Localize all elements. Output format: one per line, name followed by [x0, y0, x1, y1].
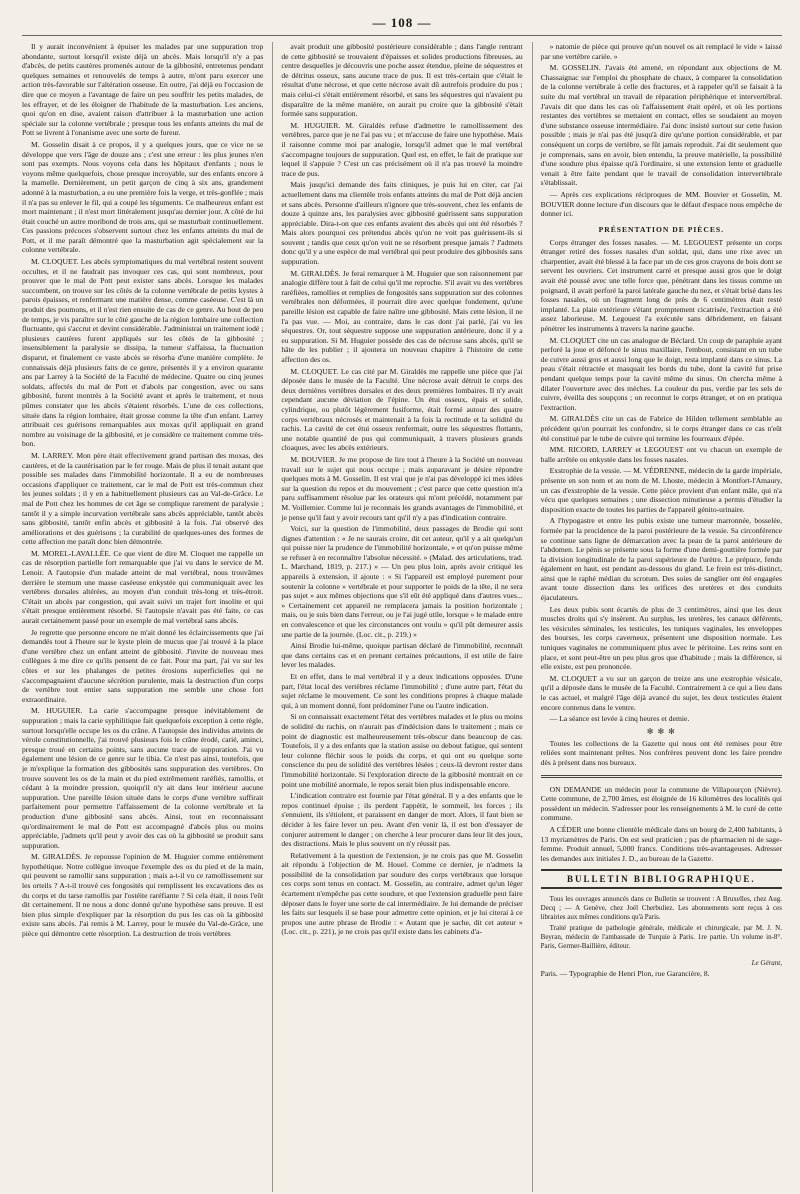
- paragraph: Si on connaissait exactement l'état des vertèbres malades et le plus ou moins de solidité du rachis, on n'aurait pas d'indécision dans le traitement ; mais ce point de diagnostic est malheureusement très-obscur dans beaucoup de cas. Toutefois, il y a des enfants que la station assise ou debout fatigue, qui sentent leur colonne fléchir sous le poids du corps, et qui ont eu quelque sorte conscience du peu de solidité des vertèbres lésées ; ceux-là devront rester dans l'immobilité horizontale. Si l'exploration directe de la gibbosité montrait en ce point une mobilité anormale, le repos serait bien plus indispensable encore.: [281, 712, 523, 789]
- paragraph: L'indication contraire est fournie par l'état général. Il y a des enfants que le repos continuel épuise ; ils perdent l'appétit, le sommeil, les forces ; ils s'ennuient, ils s'étiolent, et paraissent en danger de mort. Alors, il faut bien se décider à les faire lever un peu. Avant d'en venir là, il est bon d'essayer de conjurer autrement le danger ; on cherche à leur procurer dans leur lit des joux, des distractions. Mais le plus souvent on n'y réussit pas.: [281, 791, 523, 849]
- advertisements: [541, 785, 782, 864]
- paragraph: Mais jusqu'ici demande des faits cliniques, je puis lui en citer, car j'ai actuellement dans ma clientèle trois enfants atteints du mal de Pott déjà ancien et sans abcès. Personne d'ailleurs n'ignore que très-souvent, chez les enfants de douze à quinze ans, les paralysies avec gibbosité guérissent sans suppuration appréciable. Dira-t-on que ces enfants avaient des abcès qui ont été résorbés ? Mais alors pourquoi ces prétendus abcès qu'on ne voit pas guérissent-ils si souvent ; tandis que ceux qu'on voit ne se résorbent presque jamais ? J'admets donc qu'il y a une espèce de mal vertébral qui peut produire des gibbosités sans suppuration.: [281, 180, 523, 267]
- bulletin-entries: [541, 895, 782, 951]
- column-2: [272, 42, 522, 1192]
- paragraph: ON DEMANDE un médecin pour la commune de Villapourçon (Nièvre). Cette commune, de 2,700 âmes, est éloignée de 16 kilomètres des localités qui possèdent un médecin. S'adresser pour les renseignements à M. le curé de cette commune.: [540, 784, 782, 823]
- paragraph: Corps étranger des fosses nasales. — M. LEGOUEST présente un corps étranger retiré des fosses nasales d'un soldat, qui, dans une rixe avec un charpentier, avait été blessé à la face par un de ces gros crayons de bois dont se servent les ouvriers. Cet instrument carré et presque aussi gros que le doigt avait été poussé avec une telle force que, pénétrant dans les tissus comme un poignard, il avait perforé la paroi latérale gauche du nez, et s'était brisé dans les fosses nasales, où un fragment long de près de 6 centimètres était resté implanté. La plaie extérieure s'étant promptement cicatrisée, l'extraction a été assez laborieuse. M. Legouest l'a exécutée sans débridement, en faisant pénétrer les instruments à travers la narine gauche.: [540, 237, 782, 334]
- paragraph: Exstrophie de la vessie. — M. VÉDRENNE, médecin de la garde impériale, présente en son nom et au nom de M. Lhoste, médecin à Montfort-l'Amaury, un cas d'exstrophie de la vessie. Cette pièce provient d'un enfant mâle, qui n'a vécu que quelques semaines ; une dissection minutieuse a permis d'étudier la disposition exacte de toutes les parties de l'appareil génito-urinaire.: [540, 466, 782, 514]
- ornament-divider: ✻ ✻ ✻: [646, 726, 676, 736]
- page-number: — 108 —: [372, 15, 432, 30]
- gerant-line: Le Gérant,: [751, 959, 782, 968]
- printer-imprint: Paris. — Typographie de Henri Plon, rue Garancière, 8.: [540, 969, 710, 979]
- paragraph: avait produit une gibbosité postérieure considérable ; dans l'angle rentrant de cette gibbosité se trouvaient d'épaisses et solides productions fibreuses, au centre desquelles je découvris une poche assez étendue, pleine de séquestres et de détritus osseux, sans aucune trace de pus. Il est très-certain que c'était le résultat d'une nécrose, et que cette nécrose avait dû autrefois produire du pus ; mais celui-ci s'était entièrement résorbé, et sans les séquestres qui n'avaient pu disparaître de la même manière, on aurait pu croire que la gibbosité s'était formée sans suppuration.: [281, 42, 523, 119]
- subscribers-notice: Toutes les collections de la Gazette qui nous ont été remises pour être reliées sont maintenant prêtes. Nos confrères peuvent donc les faire prendre dès à présent dans nos bureaux.: [540, 738, 782, 767]
- paragraph: Ainsi Brodie lui-même, quoique partisan déclaré de l'immobilité, reconnaît que dans certains cas et en prenant certaines précautions, il est utile de faire lever les malades.: [281, 641, 523, 670]
- paragraph: Voici, sur la question de l'immobilité, deux passages de Brodie qui sont dignes d'attention : « Je ne saurais croire, dit cet auteur, qu'il y a ait quelqu'un qui puisse nier la prudence de l'immobilité horizontale, » et qu'on puisse même se refuser à en reconnaître l'absolue nécessité. » (Malad. des articulations, trad. L. Marchand, 1819, p. 217.) » — Un peu plus loin, après avoir critiqué les appareils à extension, il ajoute : « Si l'appareil est employé purement pour soutenir la colonne » vertébrale et pour supporter le poids de la tête, il ne sera pas sujet » aux mêmes objections que s'il eût été appliqué dans d'autres vues... » Certainement cet appareil ne remplacera jamais la position horizontale ; mais, ou je suis bien dans l'erreur, ou je l'ai jugé utile, lorsque » le malade entre en convalescence et que les circonstances ont voulu » qu'il pût demeurer assis une partie de la journée. (Loc. cit., p. 219.) »: [281, 524, 523, 639]
- paragraph: Traité pratique de pathologie générale, médicale et chirurgicale, par M. J. N. Beyran, médecin de l'ambassade de Turquie à Paris. 1re partie. Un volume in-8°. Paris, Germer-Baillière, éditeur.: [540, 924, 782, 951]
- bulletin-heading: BULLETIN BIBLIOGRAPHIQUE.: [541, 869, 782, 889]
- paragraph: Les deux pubis sont écartés de plus de 3 centimètres, ainsi que les deux muscles droits qui s'y insèrent. Au surplus, les uretères, les canaux déférents, les vésicules séminales, les testicules, les tuniques vaginales, les enveloppes des bourses, les corps caverneux, présentent une disposition normale. Les tuniques vaginales ne communiquent plus avec le péritoine. Les reins sont en place, et sont peut-être un peu plus gros que d'habitude ; mais la différence, si elle existe, est peu prononcée.: [540, 604, 782, 672]
- column-3-pieces: [541, 238, 782, 724]
- paragraph: M. CLOQUET a vu sur un garçon de treize ans une exstrophie vésicale, qu'il a déposée dans le musée de la Faculté. Contrairement à ce qui a lieu dans le cas actuel, et malgré l'âge déjà avancé du sujet, les deux testicules étaient encore contenus dans le ventre.: [540, 673, 782, 712]
- double-rule: [541, 775, 782, 778]
- paragraph: Je regrette que personne encore ne m'ait donné les éclaircissements que j'ai demandés tout à l'heure sur le kyste plein de mucus que j'ai trouvé à la place d'une vertèbre chez un enfant atteint de gibbosité. J'invite de nouveau mes collègues à me dire ce qu'ils pensent de ce fait. Pour ma part, j'ai vu sur les côtes et sur les phalanges de petites érosions superficielles qui ne s'accompagnaient d'aucune sécrétion purulente, mais la destruction d'un corps de vertèbre tout entier sans suppuration me semble une chose fort extraordinaire.: [22, 627, 264, 704]
- columns: [22, 42, 782, 1192]
- paragraph: M. GIRALDÈS. Je repousse l'opinion de M. Huguier comme entièrement hypothétique. Notre collègue invoque l'exemple des os du pied et de la main, qui peuvent se ramollir sans suppuration ; mais a-t-il vu ce ramollissement sur les orteils ? A-t-il trouvé ces fongosités qui remplissent les excavations des os du corps et du tarse ramollis par l'ostéite raréfiante ? Si cela était, il nous l'eût dit certainement. Il ne nous a donc donné qu'une hypothèse sans preuve. Il est bien plus simple d'expliquer par la résorption du pus les cas où la gibbosité existe sans abcès. J'ai remis à M. Larrey, pour le musée du Val-de-Grâce, une pièce qui démontre cette résorption. La destruction de trois vertèbres: [22, 852, 264, 939]
- paragraph: » natomie de pièce qui prouve qu'un nouvel os ait remplacé le vide » laissé par une vertèbre cariée. »: [540, 42, 782, 61]
- paragraph: Il y aurait inconvénient à épuiser les malades par une suppuration trop abondante, surtout lorsqu'il existe déjà un abcès. Mais lorsqu'il n'y a pas d'abcès, de petits cautères promenés autour de la gibbosité, entretenus pendant quelques semaines et renouvelés de temps à autre, m'ont paru exercer une action très-favorable sur l'altération osseuse. En outre, j'ai déjà eu l'occasion de dire que ce moyen a l'avantage de faire un peu souffrir les petits malades, de les effrayer, et de les éloigner de l'habitude de la masturbation. Les anciens, quoi qu'on en dise, avaient raison d'attribuer à la masturbation une action spéciale sur la colonne vertébrale ; presque tous les enfants atteints du mal de Pott se livrent à l'onanisme avec une sorte de fureur.: [22, 42, 264, 138]
- paragraph: M. CLOQUET cite un cas analogue de Béclard. Un coup de parapluie ayant perforé la joue et défoncé le sinus maxillaire, l'embout, consistant en un tube de cuivre aussi gros et aussi long que le doigt, resta implanté dans ce sinus. La peau s'était rétractée et masquait les bords du tube, dont la cavité fut prise pendant quelque temps pour la cavité même du sinus. On chercha même à dilater l'ouverture avec des mèches. La couleur du pus, verdie par les sels de cuivre, éveilla des soupçons ; on reconnut le corps étranger, et on en pratiqua l'extraction.: [540, 335, 782, 412]
- paragraph: M. GOSSELIN. J'avais été amené, en répondant aux objections de M. Chassaignac sur l'emploi du phosphate de chaux, à comparer la consolidation de la colonne vertébrale à celle des fractures, et à rappeler qu'il se faisait à la suite du mal vertébral un travail de réparation périphérique et intervertébral. J'avais dit que dans les cas où l'affaissement était opéré, et où les portions restantes des vertèbres se mettaient en contact, elles se soudaient au moyen d'une substance osseuse intermédiaire. J'ai donc insisté surtout sur cette fusion possible ; mais je n'ai pas été jusqu'à dire qu'une portion considérable, et par conséquent un corps de vertèbre, se fût jamais reproduit. J'ai dit seulement que je comprenais, sans en avoir, bien entendu, la preuve matérielle, la possibilité d'une soudure plus épaisse qu'à l'ordinaire, si une extension lente et graduelle venait à être faite pendant que le travail de consolidation intervertébrale s'établissait.: [540, 63, 782, 188]
- paragraph: MM. RICORD, LARREY et LEGOUEST ont vu chacun un exemple de balle arrêtée ou enkystée dans les fosses nasales.: [540, 445, 782, 464]
- paragraph: M. GIRALDÈS cite un cas de Fabrice de Hilden tellement semblable au précédent qu'on pourrait les confondre, si le corps étranger dans ce cas n'eût été constitué par le tube de cuivre qui termine les fourreaux d'épée.: [540, 414, 782, 443]
- paragraph: M. BOUVIER. Je me propose de lire tout à l'heure à la Société un nouveau travail sur le sujet qui nous occupe ; mais auparavant je désire répondre quelques mots à M. Gosselin. Il est vrai que je n'ai pas développé ici mes idées sur la question du repos et du mouvement ; c'est parce que cette question m'a paru suffisamment résolue par les orateurs qui m'ont précédé, notamment par M. Voillemier. Comme lui je reconnais les grands avantages de l'immobilité, et je pense qu'il faut y avoir recours tant qu'il n'y a pas d'indication contraire.: [281, 454, 523, 522]
- paragraph: M. CLOQUET. Les abcès symptomatiques du mal vertébral restent souvent occultes, et il ne faudrait pas invoquer ces cas, qui sont nombreux, pour prouver que le mal de Pott peut exister sans abcès. Lorsque les malades succombent, on trouve sur les côtés de la colonne vertébrale de petits kystes à parois épaisses, et renfermant une matière dense, comme caséeuse. C'est là un produit des poumons, et il n'est rien ensuite de cas de ce genre. Au bout de peu de temps, je vis paraître sur le côté gauche de la région lombaire une collection fluctuante, qui s'accrut et devint considérable. J'administrai un traitement iodé ; plusieurs cautères furent appliqués sur les côtés de la gibbosité ; insensiblement la paralysie se dissipa, la tumeur s'affaissa, la fluctuation disparut, et finalement ce vaste abcès se résorba d'une manière complète. Je connaissais déjà plusieurs faits de ce genre, présentés il y a environ quarante ans par Larrey à la Société de la Faculté de médecine. Quatre ou cinq jeunes soldats, affectés du mal de Pott et d'abcès par congestion, avec ou sans gibbosité, furent montrés à la Société avant et après le traitement, et nous pûmes constater que les abcès s'étaient résorbés. L'une de ces collections, située dans la région lombaire, était grosse comme la tête d'un enfant. Larrey attribuait ces guérisons remarquables aux moxas qu'il appliquait en grand nombre au voisinage de la gibbosité, et je considère ce traitement comme très-bon.: [22, 257, 264, 449]
- paragraph: — La séance est levée à cinq heures et demie.: [549, 714, 690, 724]
- paragraph: M. CLOQUET. Le cas cité par M. Giraldès me rappelle une pièce que j'ai déposée dans le musée de la Faculté. Une nécrose avait détruit le corps des deux dernières vertèbres dorsales et des deux premières lombaires. Il n'y avait cependant aucune déviation de l'épine. Un étui osseux, épais et solide, cylindrique, ou plutôt légèrement fusiforme, était formé autour des quatre corps vertébraux nécrosés et maintenait à la fois la rectitude et la solidité du rachis. La cavité de cet étui osseux renfermait, outre les séquestres flottants, une notable quantité de pus qui communiquait, à travers plusieurs grands cloaques, avec les abcès extérieurs.: [281, 366, 523, 453]
- header-rule: [22, 35, 782, 36]
- paragraph: — Après ces explications réciproques de MM. Bouvier et Gosselin, M. BOUVIER donne lecture d'un discours que le défaut d'espace nous empêche de donner ici.: [540, 189, 782, 219]
- paragraph: M. HUGUIER. La carie s'accompagne presque inévitablement de suppuration ; mais la carie syphilitique fait quelquefois exception à cette règle, surtout lorsqu'elle occupe les os du crâne. A l'autopsie des individus atteints de vérole constitutionnelle, j'ai trouvé plusieurs fois le crâne érodé, carié, aminci, presque troué en certains points, sans aucune trace de suppuration. J'ai vu également une lésion de ce genre sur le tibia. Ce n'est pas ainsi, toutefois, que je m'explique la formation des gibbosités sans suppuration des vertèbres. On trouve souvent les os de la main et du pied extrêmement raréfiés, ramollis, et cédant à la moindre pression, quoiqu'il n'y ait dans leur intérieur aucune suppuration. Une pareille lésion située dans le corps d'une vertèbre suffirait parfaitement pour permettre l'affaissement de la colonne vertébrale et la production d'une gibbosité sans abcès. Ainsi, tout en reconnaissant qu'ordinairement le mal de Pott est accompagné d'abcès plus ou moins appréciable, j'admets qu'il peut y avoir des cas où la gibbosité se produit sans suppuration.: [22, 706, 264, 850]
- paragraph: M. Gosselin disait à ce propos, il y a quelques jours, que ce vice ne se développe que vers l'âge de douze ans ; c'est une erreur : les plus jeunes n'en sont pas exempts. Nous voyons cela dans les hôpitaux d'enfants ; nous le voyons même quelquefois, chose presque incroyable, sur des enfants encore à la mamelle. Dernièrement, un petit garçon de cinq à six ans, grandement adonné à la masturbation, a eu une première fois la verge, et très-gonflée ; mais il n'a pas su enlever le fil, qui a coupé les téguments. Ce malheureux enfant est mort maintenant ; il n'est mort littéralement jusqu'au dernier jour. A côté de lui était couché un autre moribond de trois ans, qui se masturbait continuellement. Ces passions précoces s'observent surtout chez les enfants atteints du mal de Pott, et il me paraît démontré que la masturbation agit spécialement sur la colonne vertébrale.: [22, 139, 264, 255]
- column-3: [532, 42, 782, 1192]
- paragraph: Et en effet, dans le mal vertébral il y a deux indications opposées. D'une part, l'état local des vertèbres réclame l'immobilité ; d'une autre part, l'état du sujet réclame le mouvement. Ce sont les conditions propres à chaque malade qui, à un moment donné, font prédominer l'une ou l'autre indication.: [281, 672, 523, 710]
- paragraph: A CÉDER une bonne clientèle médicale dans un bourg de 2,400 habitants, à 13 myriamètres de Paris. On est seul praticien ; pas de pharmacien ni de sage-femme. Produit annuel, 5,000 francs. Conditions très-avantageuses. Adresser les demandes aux initiales J. D., au bureau de la Gazette.: [540, 824, 782, 863]
- paragraph: M. MOREL-LAVALLÉE. Ce que vient de dire M. Cloquet me rappelle un cas de résorption partielle fort remarquable que j'ai vu dans le service de M. Lenoir. A l'autopsie d'un malade atteint de mal vertébral, nous trouvâmes derrière le sternum une masse caséeuse enkystée qui communiquait avec les vertèbres dorsales altérées, au moyen d'un conduit très-long et très-étroit. C'était un abcès par congestion, qui avait suivi un trajet fort insolite et qui s'était presque entièrement résorbé. Si l'autopsie n'avait pas été faite, ce cas aurait certainement passé pour un exemple de mal vertébral sans abcès.: [22, 548, 264, 626]
- column-1: [22, 42, 263, 1192]
- page-header: [22, 14, 782, 38]
- paragraph: M. HUGUIER. M. Giraldès refuse d'admettre le ramollissement des vertèbres, parce que je ne l'ai pas vu ; et m'accuse de faire une hypothèse. Mais il raisonne comme moi par analogie, lorsqu'il admet que le mal vertébral s'accompagne toujours de suppuration. Quel est, en effet, le fait de pratique sur lequel il s'appuie ? C'est un cas précisément où il n'a pas trouvé la moindre trace de pus.: [281, 120, 523, 178]
- section-heading: PRÉSENTATION DE PIÈCES.: [598, 224, 725, 234]
- paragraph: A l'hypogastre et entre les pubis existe une tumeur marronnée, bosselée, formée par la procidence de la paroi postérieure de la vessie. Sa circonférence se continue sans ligne de démarcation avec la peau de la paroi antérieure de l'abdomen. Le pénis se présente sous la forme d'une demi-gouttière formée par la division longitudinale de la paroi supérieure de l'urètre. Le prépuce, fendu également en haut, est pendant au-dessous du gland. Le frein est très-distinct, ainsi que le raphé médian du scrotum. Des soies de sanglier ont été engagées avant toute dissection dans les orifices des uretères et des conduits éjaculateurs.: [540, 516, 782, 603]
- paragraph: Relativement à la question de l'extension, je ne crois pas que M. Gosselin ait répondu à l'objection de M. Houel. Comme ce dernier, je n'admets la possibilité de la consolidation par soudure des corps vertébraux que lorsque ces corps sont tenus en contact. M. Gosselin, au contraire, admet qu'un léger écartement n'empêche pas cette soudure, et que l'extension graduelle peut faire déposer dans le foyer une sorte de cal intermédiaire. Je lui demande de préciser les faits sur lesquels il se base pour admettre cette opinion, et je lui citerai à ce propos une autre phrase de Brodie : « Autant que je sache, dit cet auteur » (Loc. cit., p. 221), je ne crois pas qu'il existe dans les cabinets d'a-: [281, 850, 523, 937]
- paragraph: M. GIRALDÈS. Je ferai remarquer à M. Huguier que son raisonnement par analogie diffère tout à fait de celui qu'il me reproche. S'il avait vu des vertèbres raréfiées, ramollies et remplies de fongosités sans suppuration sur des colonnes vertébrales non déformées, il pourrait dire avec quelque fondement, qu'une pareille lésion est capable de faire naître une gibbosité. Mais cette lésion, il ne l'a pas vue. — Moi, au contraire, dans le cas dont j'ai parlé, j'ai vu les séquestres. Or, tout séquestre suppose une suppuration antérieure, donc il y a eu suppuration. Si M. Huguier possède des cas de nécrose sans abcès, qu'il se hâte de les publier ; il ajoutera un nouveau chapitre à l'histoire de cette affection des os.: [281, 268, 523, 364]
- paragraph: M. LARREY. Mon père était effectivement grand partisan des moxas, des cautères, et de la cautérisation par le fer rouge. Mais de plus il tenait autant que possible ses malades dans l'immobilité horizontale. Il a eu de nombreuses occasions d'appliquer ce traitement, car le mal de Pott est très-commun chez les jeunes soldats ; il y en a habituellement plusieurs cas au Val-de-Grâce. Le mal de Pott chez les hommes de cet âge se complique rarement de paralysie ; tantôt il y a simple incurvation vertébrale sans abcès appréciable, tantôt abcès sans gibbosité, tantôt enfin abcès et gibbosité à la fois. J'ai observé des améliorations et des guérisons ; la curabilité de quelques-unes des formes de cette affection me paraît donc bien démontrée.: [22, 450, 264, 547]
- paragraph: Tous les ouvrages annoncés dans ce Bulletin se trouvent : A Bruxelles, chez Aug. Decq ; — A Genève, chez Joël Cherbuliez. Les abonnements sont reçus à ces librairies aux mêmes conditions qu'à Paris.: [540, 895, 782, 922]
- column-3-proceedings: [541, 42, 782, 219]
